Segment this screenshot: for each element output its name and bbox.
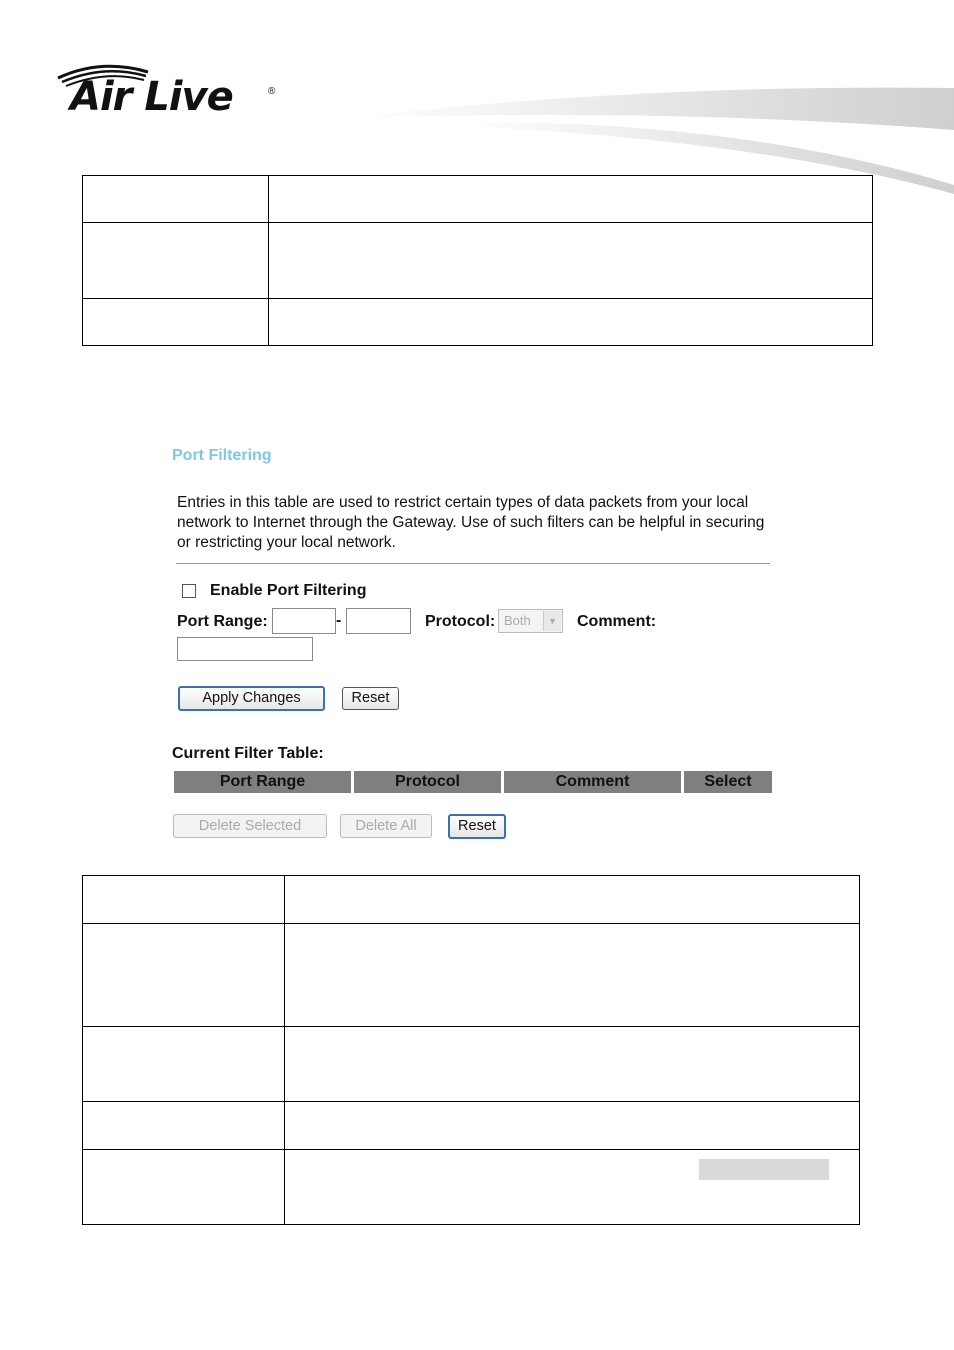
table-cell [83,1102,285,1150]
table-cell [83,924,285,1027]
divider [176,563,770,564]
enable-port-filtering-checkbox[interactable] [182,584,196,598]
table-row [83,223,873,299]
protocol-selected-value: Both [504,613,531,628]
table-row [83,176,873,223]
table-cell [83,223,269,299]
port-range-label: Port Range: [177,613,268,630]
table-cell [83,176,269,223]
delete-all-button[interactable]: Delete All [340,814,432,838]
bottom-spec-table [82,875,860,1225]
table-cell [285,1150,860,1225]
table-header-select: Select [684,771,772,793]
table-cell [269,176,873,223]
delete-selected-button[interactable]: Delete Selected [173,814,327,838]
table-row [83,924,860,1027]
table-header-comment: Comment [504,771,681,793]
port-range-separator: - [336,612,342,629]
table-row [83,1150,860,1225]
table-cell [269,299,873,346]
table-cell [285,924,860,1027]
table-row [83,299,873,346]
chevron-down-icon: ▼ [543,611,561,631]
logo-text: Air Live [70,74,233,120]
table-header-protocol: Protocol [354,771,501,793]
table-cell [285,876,860,924]
logo-registered-mark: ® [268,86,276,97]
page-title: Port Filtering [172,447,272,464]
protocol-label: Protocol: [425,613,496,630]
table-cell [83,299,269,346]
top-spec-table [82,175,873,346]
table-row [83,1027,860,1102]
reset-button[interactable]: Reset [342,687,399,710]
table-cell [83,1150,285,1225]
protocol-select[interactable] [498,609,563,633]
airlive-logo [56,60,286,130]
table-cell [285,1102,860,1150]
apply-changes-button[interactable]: Apply Changes [178,686,325,711]
table-row [83,876,860,924]
comment-input[interactable] [177,637,313,661]
highlight-bar [699,1159,829,1180]
page-description: Entries in this table are used to restrict certain types of data packets from your local network to Internet through the Gateway. Use of such filters can be helpful in securing or restricting your local network. [177,494,765,551]
table-cell [285,1027,860,1102]
enable-port-filtering-label: Enable Port Filtering [210,582,367,599]
table-cell [269,223,873,299]
table-row [83,1102,860,1150]
table-cell [83,1027,285,1102]
table-reset-button[interactable]: Reset [448,814,506,839]
current-filter-table-label: Current Filter Table: [172,745,324,762]
table-header-port-range: Port Range [174,771,351,793]
table-cell [83,876,285,924]
comment-label: Comment: [577,613,657,630]
port-range-from-input[interactable] [272,608,336,634]
port-filtering-panel [168,440,788,840]
port-range-to-input[interactable] [346,608,411,634]
